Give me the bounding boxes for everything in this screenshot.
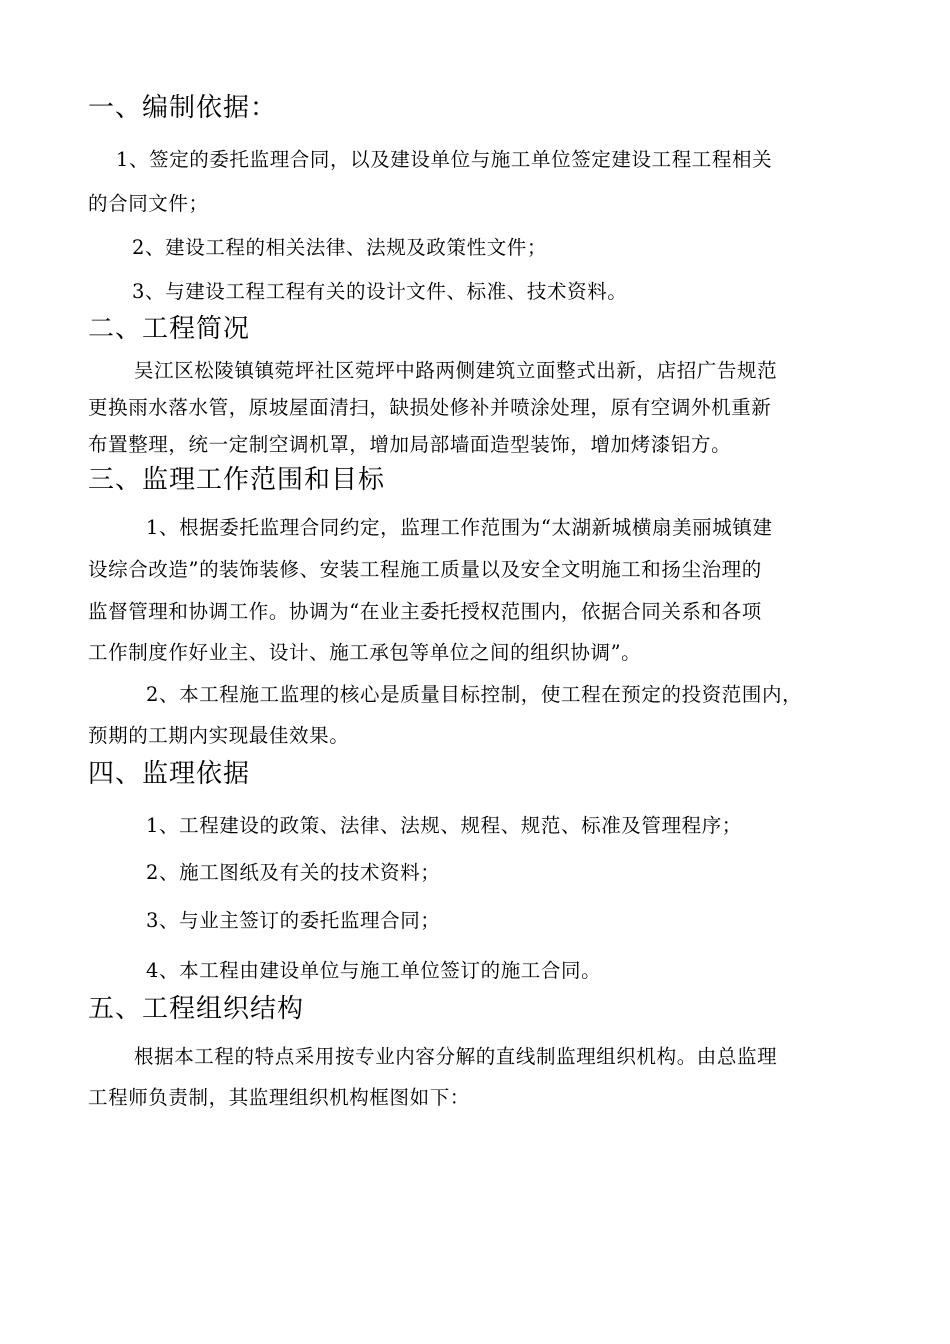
section-5-line-2: 工程师负责制，其监理组织机构框图如下： xyxy=(88,1086,470,1109)
section-3-heading: 三、监理工作范围和目标 xyxy=(88,465,386,495)
section-4-heading: 四、监理依据 xyxy=(88,759,251,789)
section-3-line-5: 2、本工程施工监理的核心是质量目标控制，使工程在预定的投资范围内， xyxy=(146,683,803,706)
section-1-line-2: 的合同文件； xyxy=(88,192,209,215)
section-3-line-6: 预期的工期内实现最佳效果。 xyxy=(88,724,350,747)
section-5-line-1: 根据本工程的特点采用按专业内容分解的直线制监理组织机构。由总监理 xyxy=(134,1045,778,1068)
section-1-line-1: 1、签定的委托监理合同，以及建设单位与施工单位签定建设工程工程相关 xyxy=(116,148,773,171)
section-3-line-1: 1、根据委托监理合同约定，监理工作范围为“太湖新城横扇美丽城镇建 xyxy=(146,516,773,539)
section-2-line-1: 吴江区松陵镇镇菀坪社区菀坪中路两侧建筑立面整式出新，店招广告规范 xyxy=(134,359,778,382)
section-1-line-4: 3、与建设工程工程有关的设计文件、标准、技术资料。 xyxy=(132,280,628,303)
section-5-heading: 五、工程组织结构 xyxy=(88,994,305,1024)
section-1-heading: 一、编制依据： xyxy=(88,93,278,123)
section-2-line-2: 更换雨水落水管，原坡屋面清扫，缺损处修补并喷涂处理，原有空调外机重新 xyxy=(88,396,772,419)
section-3-line-2: 设综合改造”的装饰装修、安装工程施工质量以及安全文明施工和扬尘治理的 xyxy=(88,558,762,581)
section-4-line-2: 2、施工图纸及有关的技术资料； xyxy=(146,861,441,884)
section-3-line-4: 工作制度作好业主、设计、施工承包等单位之间的组织协调”。 xyxy=(88,641,642,664)
section-2-heading: 二、工程简况 xyxy=(88,314,251,344)
section-4-line-3: 3、与业主签订的委托监理合同； xyxy=(146,909,441,932)
section-4-line-1: 1、工程建设的政策、法律、法规、规程、规范、标准及管理程序； xyxy=(146,814,742,837)
section-4-line-4: 4、本工程由建设单位与施工单位签订的施工合同。 xyxy=(146,959,602,982)
section-1-line-3: 2、建设工程的相关法律、法规及政策性文件； xyxy=(132,236,548,259)
section-3-line-3: 监督管理和协调工作。协调为“在业主委托授权范围内，依据合同关系和各项 xyxy=(88,600,762,623)
section-2-line-3: 布置整理，统一定制空调机罩，增加局部墙面造型装饰，增加烤漆铝方。 xyxy=(88,433,732,456)
